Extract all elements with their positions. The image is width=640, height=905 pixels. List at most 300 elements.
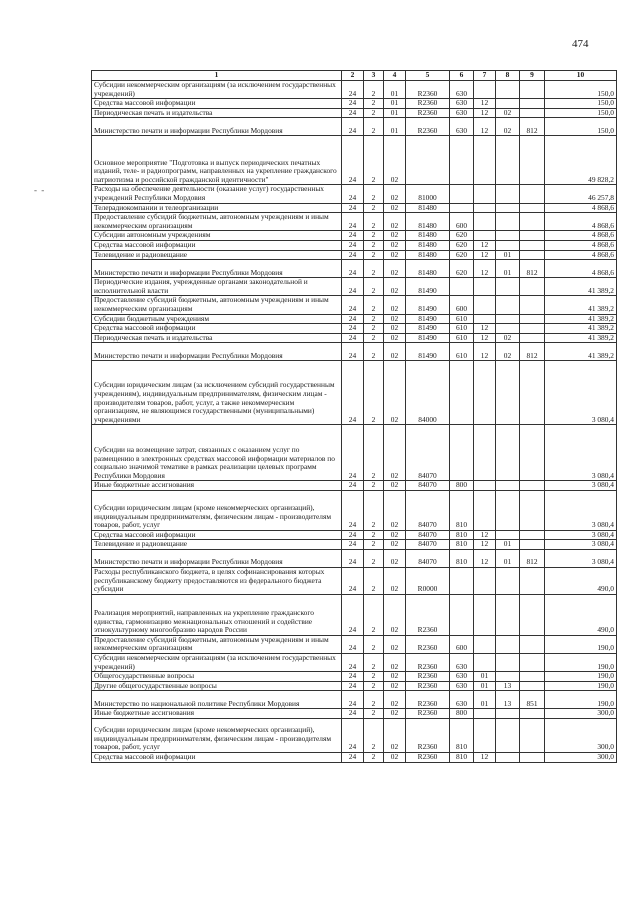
- row-amount-cell: 150,0: [545, 81, 617, 99]
- row-code-cell: [520, 654, 545, 672]
- row-code-cell: 01: [474, 672, 496, 682]
- row-code-cell: [496, 719, 520, 753]
- row-code-cell: [474, 635, 496, 653]
- table-row: [92, 99, 617, 109]
- row-code-cell: 12: [474, 753, 496, 763]
- row-amount-cell: 490,0: [545, 568, 617, 595]
- row-code-cell: [474, 203, 496, 213]
- row-code-cell: [450, 203, 474, 213]
- row-code-cell: R2360: [406, 681, 450, 691]
- row-name-cell: Субсидии некоммерческим организациям (за исключением государственных учреждений): [92, 81, 342, 99]
- table-row: [92, 568, 617, 595]
- row-code-cell: 02: [384, 753, 406, 763]
- row-code-cell: 02: [384, 185, 406, 203]
- row-code-cell: 2: [364, 231, 384, 241]
- table-row: [92, 672, 617, 682]
- row-code-cell: R0000: [406, 568, 450, 595]
- row-amount-cell: 190,0: [545, 681, 617, 691]
- row-code-cell: 2: [364, 81, 384, 99]
- row-code-cell: 800: [450, 481, 474, 491]
- row-code-cell: [496, 481, 520, 491]
- budget-table: [91, 70, 617, 763]
- row-code-cell: 84070: [406, 481, 450, 491]
- row-code-cell: [520, 530, 545, 540]
- row-code-cell: [520, 719, 545, 753]
- row-code-cell: 2: [364, 691, 384, 709]
- row-code-cell: 24: [342, 213, 364, 231]
- row-code-cell: 84070: [406, 425, 450, 481]
- row-code-cell: [520, 213, 545, 231]
- row-code-cell: 2: [364, 719, 384, 753]
- row-code-cell: 02: [384, 425, 406, 481]
- table-row: [92, 81, 617, 99]
- row-amount-cell: 49 828,2: [545, 136, 617, 185]
- row-amount-cell: 41 389,2: [545, 324, 617, 334]
- row-amount-cell: 41 389,2: [545, 278, 617, 296]
- row-code-cell: 81000: [406, 185, 450, 203]
- row-code-cell: 812: [520, 343, 545, 361]
- row-code-cell: [496, 213, 520, 231]
- row-code-cell: [520, 203, 545, 213]
- row-code-cell: 01: [496, 260, 520, 278]
- row-name-cell: Средства массовой информации: [92, 99, 342, 109]
- row-code-cell: 2: [364, 250, 384, 260]
- table-row: [92, 260, 617, 278]
- row-code-cell: 02: [384, 719, 406, 753]
- row-code-cell: [474, 296, 496, 314]
- row-code-cell: 620: [450, 231, 474, 241]
- page-number: 474: [572, 38, 589, 50]
- row-amount-cell: 4 868,6: [545, 203, 617, 213]
- row-amount-cell: 150,0: [545, 118, 617, 136]
- row-code-cell: [496, 324, 520, 334]
- table-row: [92, 185, 617, 203]
- row-code-cell: 2: [364, 324, 384, 334]
- table-row: [92, 654, 617, 672]
- table-row: [92, 481, 617, 491]
- row-code-cell: [450, 361, 474, 425]
- row-name-cell: Телерадиокомпании и телеорганизации: [92, 203, 342, 213]
- row-code-cell: 24: [342, 490, 364, 530]
- table-row: [92, 709, 617, 719]
- row-code-cell: [474, 361, 496, 425]
- row-code-cell: R2360: [406, 594, 450, 635]
- row-code-cell: [520, 81, 545, 99]
- table-row: [92, 550, 617, 568]
- row-code-cell: 2: [364, 361, 384, 425]
- row-code-cell: [520, 540, 545, 550]
- row-code-cell: R2360: [406, 709, 450, 719]
- row-code-cell: 630: [450, 99, 474, 109]
- row-code-cell: 12: [474, 118, 496, 136]
- row-amount-cell: 190,0: [545, 691, 617, 709]
- row-code-cell: [496, 99, 520, 109]
- row-code-cell: 2: [364, 425, 384, 481]
- row-name-cell: Субсидии некоммерческим организациям (за исключением государственных учреждений): [92, 654, 342, 672]
- row-code-cell: 02: [384, 314, 406, 324]
- row-code-cell: [520, 99, 545, 109]
- row-name-cell: Предоставление субсидий бюджетным, автономным учреждениям и иным некоммерческим организациям: [92, 296, 342, 314]
- row-code-cell: 02: [496, 118, 520, 136]
- row-name-cell: Министерство печати и информации Республики Мордовия: [92, 118, 342, 136]
- row-code-cell: 810: [450, 550, 474, 568]
- table-row: [92, 250, 617, 260]
- row-code-cell: [496, 81, 520, 99]
- row-amount-cell: 4 868,6: [545, 213, 617, 231]
- row-code-cell: 620: [450, 260, 474, 278]
- row-code-cell: 810: [450, 753, 474, 763]
- row-code-cell: [520, 278, 545, 296]
- row-amount-cell: 3 080,4: [545, 530, 617, 540]
- row-code-cell: [496, 654, 520, 672]
- row-code-cell: 12: [474, 530, 496, 540]
- row-name-cell: Периодические издания, учрежденные органами законодательной и исполнительной власти: [92, 278, 342, 296]
- row-code-cell: 12: [474, 250, 496, 260]
- row-amount-cell: 41 389,2: [545, 296, 617, 314]
- row-amount-cell: 3 080,4: [545, 550, 617, 568]
- row-code-cell: 2: [364, 753, 384, 763]
- column-header: 3: [364, 71, 384, 81]
- row-code-cell: 02: [384, 490, 406, 530]
- row-name-cell: Министерство печати и информации Республики Мордовия: [92, 343, 342, 361]
- row-code-cell: 24: [342, 361, 364, 425]
- table-row: [92, 324, 617, 334]
- row-code-cell: 851: [520, 691, 545, 709]
- row-code-cell: 02: [384, 231, 406, 241]
- row-code-cell: 24: [342, 81, 364, 99]
- row-code-cell: 12: [474, 108, 496, 118]
- row-code-cell: [474, 185, 496, 203]
- row-code-cell: 02: [384, 530, 406, 540]
- row-code-cell: 2: [364, 594, 384, 635]
- row-code-cell: 01: [474, 681, 496, 691]
- row-code-cell: 02: [384, 333, 406, 343]
- row-amount-cell: 46 257,8: [545, 185, 617, 203]
- row-name-cell: Периодическая печать и издательства: [92, 108, 342, 118]
- table-row: [92, 425, 617, 481]
- row-name-cell: Предоставление субсидий бюджетным, автономным учреждениям и иным некоммерческим организациям: [92, 635, 342, 653]
- row-code-cell: 24: [342, 203, 364, 213]
- row-code-cell: [520, 594, 545, 635]
- row-name-cell: Периодическая печать и издательства: [92, 333, 342, 343]
- row-code-cell: 24: [342, 719, 364, 753]
- row-amount-cell: 41 389,2: [545, 314, 617, 324]
- row-code-cell: [520, 296, 545, 314]
- row-code-cell: 24: [342, 343, 364, 361]
- row-code-cell: 12: [474, 540, 496, 550]
- row-code-cell: [520, 635, 545, 653]
- row-code-cell: 24: [342, 681, 364, 691]
- row-code-cell: [520, 568, 545, 595]
- row-code-cell: 2: [364, 530, 384, 540]
- row-code-cell: 02: [384, 594, 406, 635]
- row-amount-cell: 3 080,4: [545, 490, 617, 530]
- row-amount-cell: 4 868,6: [545, 231, 617, 241]
- row-code-cell: 81490: [406, 296, 450, 314]
- row-code-cell: [474, 425, 496, 481]
- row-code-cell: 2: [364, 550, 384, 568]
- row-code-cell: [496, 672, 520, 682]
- row-code-cell: 84000: [406, 361, 450, 425]
- row-code-cell: 800: [450, 709, 474, 719]
- row-code-cell: [520, 425, 545, 481]
- row-amount-cell: 41 389,2: [545, 333, 617, 343]
- row-code-cell: 24: [342, 240, 364, 250]
- row-code-cell: 2: [364, 568, 384, 595]
- row-code-cell: 02: [384, 540, 406, 550]
- row-code-cell: 24: [342, 691, 364, 709]
- row-code-cell: 2: [364, 343, 384, 361]
- row-code-cell: [496, 594, 520, 635]
- row-code-cell: 12: [474, 333, 496, 343]
- row-code-cell: 2: [364, 709, 384, 719]
- row-code-cell: 24: [342, 324, 364, 334]
- row-amount-cell: 300,0: [545, 753, 617, 763]
- table-row: [92, 343, 617, 361]
- row-code-cell: 2: [364, 213, 384, 231]
- row-code-cell: [496, 240, 520, 250]
- row-name-cell: Средства массовой информации: [92, 324, 342, 334]
- row-code-cell: 81490: [406, 278, 450, 296]
- row-code-cell: 81490: [406, 343, 450, 361]
- row-code-cell: [406, 136, 450, 185]
- row-code-cell: 24: [342, 425, 364, 481]
- row-name-cell: Субсидии на возмещение затрат, связанных с оказанием услуг по размещению в электронных средствах массовой информации материалов по социально значимой тематике в рамках реализации целевых программ Республики Мордовия: [92, 425, 342, 481]
- row-code-cell: 24: [342, 314, 364, 324]
- row-code-cell: 620: [450, 250, 474, 260]
- row-name-cell: Телевидение и радиовещание: [92, 250, 342, 260]
- row-code-cell: [474, 490, 496, 530]
- row-code-cell: 610: [450, 333, 474, 343]
- row-name-cell: Общегосударственные вопросы: [92, 672, 342, 682]
- row-code-cell: 2: [364, 296, 384, 314]
- row-code-cell: 24: [342, 540, 364, 550]
- row-code-cell: R2360: [406, 719, 450, 753]
- row-code-cell: 84070: [406, 550, 450, 568]
- row-code-cell: 02: [384, 681, 406, 691]
- row-code-cell: 12: [474, 343, 496, 361]
- row-code-cell: 12: [474, 99, 496, 109]
- row-code-cell: [474, 81, 496, 99]
- row-code-cell: 01: [384, 81, 406, 99]
- row-code-cell: [496, 530, 520, 540]
- row-amount-cell: 150,0: [545, 108, 617, 118]
- row-code-cell: 24: [342, 753, 364, 763]
- table-row: [92, 361, 617, 425]
- row-code-cell: [520, 108, 545, 118]
- row-code-cell: 610: [450, 324, 474, 334]
- column-header: 10: [545, 71, 617, 81]
- row-code-cell: [520, 490, 545, 530]
- row-code-cell: [496, 425, 520, 481]
- row-code-cell: [520, 333, 545, 343]
- row-code-cell: R2360: [406, 635, 450, 653]
- row-code-cell: 81490: [406, 314, 450, 324]
- row-code-cell: 24: [342, 278, 364, 296]
- row-name-cell: Расходы республиканского бюджета, в целях софинансирования которых республиканскому бюджету предоставляются из федерального бюджета субсидии: [92, 568, 342, 595]
- row-name-cell: Субсидии бюджетным учреждениям: [92, 314, 342, 324]
- row-code-cell: [520, 681, 545, 691]
- row-code-cell: 02: [384, 260, 406, 278]
- row-name-cell: Министерство печати и информации Республики Мордовия: [92, 260, 342, 278]
- row-code-cell: 2: [364, 240, 384, 250]
- row-code-cell: [496, 568, 520, 595]
- row-code-cell: 24: [342, 99, 364, 109]
- row-amount-cell: 3 080,4: [545, 540, 617, 550]
- row-code-cell: 02: [384, 481, 406, 491]
- row-code-cell: R2360: [406, 672, 450, 682]
- row-code-cell: [520, 231, 545, 241]
- row-code-cell: R2360: [406, 99, 450, 109]
- row-code-cell: 2: [364, 481, 384, 491]
- row-code-cell: 24: [342, 185, 364, 203]
- row-code-cell: [496, 231, 520, 241]
- table-row: [92, 108, 617, 118]
- row-code-cell: [450, 425, 474, 481]
- row-name-cell: Субсидии юридическим лицам (за исключением субсидий государственным учреждениям), индивидуальным предпринимателям, физическим лицам - производителям товаров, работ, услуг, а также некоммерческим организациям, не являющимся государственными (муниципальными) учреждениями: [92, 361, 342, 425]
- column-header: 2: [342, 71, 364, 81]
- row-code-cell: R2360: [406, 118, 450, 136]
- row-name-cell: Субсидии юридическим лицам (кроме некоммерческих организаций), индивидуальным предпринимателям, физическим лицам - производителям товаров, работ, услуг: [92, 719, 342, 753]
- row-code-cell: R2360: [406, 654, 450, 672]
- row-code-cell: [474, 314, 496, 324]
- column-header: 9: [520, 71, 545, 81]
- row-code-cell: 02: [384, 213, 406, 231]
- row-code-cell: 2: [364, 136, 384, 185]
- row-code-cell: 810: [450, 490, 474, 530]
- row-code-cell: 02: [384, 550, 406, 568]
- row-code-cell: 81480: [406, 240, 450, 250]
- row-code-cell: 24: [342, 108, 364, 118]
- table-row: [92, 691, 617, 709]
- row-code-cell: 2: [364, 333, 384, 343]
- row-amount-cell: 190,0: [545, 672, 617, 682]
- row-code-cell: 84070: [406, 540, 450, 550]
- row-code-cell: 02: [384, 635, 406, 653]
- column-header: 4: [384, 71, 406, 81]
- column-header: 7: [474, 71, 496, 81]
- row-code-cell: 24: [342, 568, 364, 595]
- row-code-cell: R2360: [406, 108, 450, 118]
- row-code-cell: [474, 136, 496, 185]
- row-code-cell: 2: [364, 185, 384, 203]
- row-code-cell: 12: [474, 324, 496, 334]
- row-name-cell: Иные бюджетные ассигнования: [92, 481, 342, 491]
- row-code-cell: 01: [496, 250, 520, 260]
- row-code-cell: 2: [364, 118, 384, 136]
- row-code-cell: 630: [450, 691, 474, 709]
- row-code-cell: [496, 136, 520, 185]
- row-code-cell: 02: [496, 108, 520, 118]
- row-code-cell: 01: [384, 108, 406, 118]
- row-name-cell: Иные бюджетные ассигнования: [92, 709, 342, 719]
- row-code-cell: 610: [450, 343, 474, 361]
- row-amount-cell: 300,0: [545, 719, 617, 753]
- row-code-cell: 02: [384, 343, 406, 361]
- table-row: [92, 136, 617, 185]
- row-name-cell: Другие общегосударственные вопросы: [92, 681, 342, 691]
- row-code-cell: 24: [342, 481, 364, 491]
- row-code-cell: 24: [342, 333, 364, 343]
- table-header-row: [92, 71, 617, 81]
- row-code-cell: 81480: [406, 260, 450, 278]
- row-code-cell: 81490: [406, 333, 450, 343]
- row-code-cell: 610: [450, 314, 474, 324]
- row-code-cell: 12: [474, 260, 496, 278]
- row-code-cell: [496, 185, 520, 203]
- row-code-cell: [450, 185, 474, 203]
- row-code-cell: [474, 719, 496, 753]
- row-code-cell: [496, 278, 520, 296]
- table-row: [92, 753, 617, 763]
- row-name-cell: Телевидение и радиовещание: [92, 540, 342, 550]
- row-code-cell: 810: [450, 719, 474, 753]
- row-code-cell: [520, 709, 545, 719]
- row-code-cell: 600: [450, 296, 474, 314]
- row-code-cell: [520, 324, 545, 334]
- row-code-cell: R2360: [406, 753, 450, 763]
- row-code-cell: [520, 185, 545, 203]
- row-amount-cell: 3 080,4: [545, 481, 617, 491]
- row-code-cell: 02: [384, 136, 406, 185]
- row-code-cell: [474, 481, 496, 491]
- row-code-cell: [496, 361, 520, 425]
- row-name-cell: Министерство печати и информации Республики Мордовия: [92, 550, 342, 568]
- row-code-cell: 01: [474, 691, 496, 709]
- row-code-cell: 2: [364, 672, 384, 682]
- row-code-cell: [496, 635, 520, 653]
- row-code-cell: 81490: [406, 324, 450, 334]
- row-code-cell: 84070: [406, 490, 450, 530]
- row-code-cell: 2: [364, 108, 384, 118]
- row-code-cell: [474, 278, 496, 296]
- row-code-cell: 81480: [406, 231, 450, 241]
- row-code-cell: 620: [450, 240, 474, 250]
- row-code-cell: 810: [450, 540, 474, 550]
- row-code-cell: 02: [384, 568, 406, 595]
- row-code-cell: [450, 568, 474, 595]
- row-code-cell: [474, 231, 496, 241]
- table-row: [92, 530, 617, 540]
- row-code-cell: 810: [450, 530, 474, 540]
- table-row: [92, 681, 617, 691]
- row-code-cell: 02: [384, 324, 406, 334]
- table-row: [92, 333, 617, 343]
- row-code-cell: 12: [474, 240, 496, 250]
- row-code-cell: [474, 594, 496, 635]
- row-name-cell: Средства массовой информации: [92, 530, 342, 540]
- row-amount-cell: 3 080,4: [545, 425, 617, 481]
- table-row: [92, 278, 617, 296]
- row-code-cell: 2: [364, 681, 384, 691]
- row-code-cell: 2: [364, 540, 384, 550]
- row-code-cell: 02: [496, 333, 520, 343]
- row-code-cell: 02: [384, 296, 406, 314]
- row-code-cell: [496, 203, 520, 213]
- row-code-cell: 01: [496, 540, 520, 550]
- row-code-cell: 81480: [406, 203, 450, 213]
- row-code-cell: [520, 753, 545, 763]
- row-code-cell: 2: [364, 635, 384, 653]
- row-code-cell: 13: [496, 691, 520, 709]
- row-code-cell: R2360: [406, 691, 450, 709]
- row-code-cell: 24: [342, 654, 364, 672]
- table-row: [92, 719, 617, 753]
- row-code-cell: [520, 672, 545, 682]
- row-code-cell: 2: [364, 278, 384, 296]
- row-code-cell: 02: [496, 343, 520, 361]
- row-code-cell: 12: [474, 550, 496, 568]
